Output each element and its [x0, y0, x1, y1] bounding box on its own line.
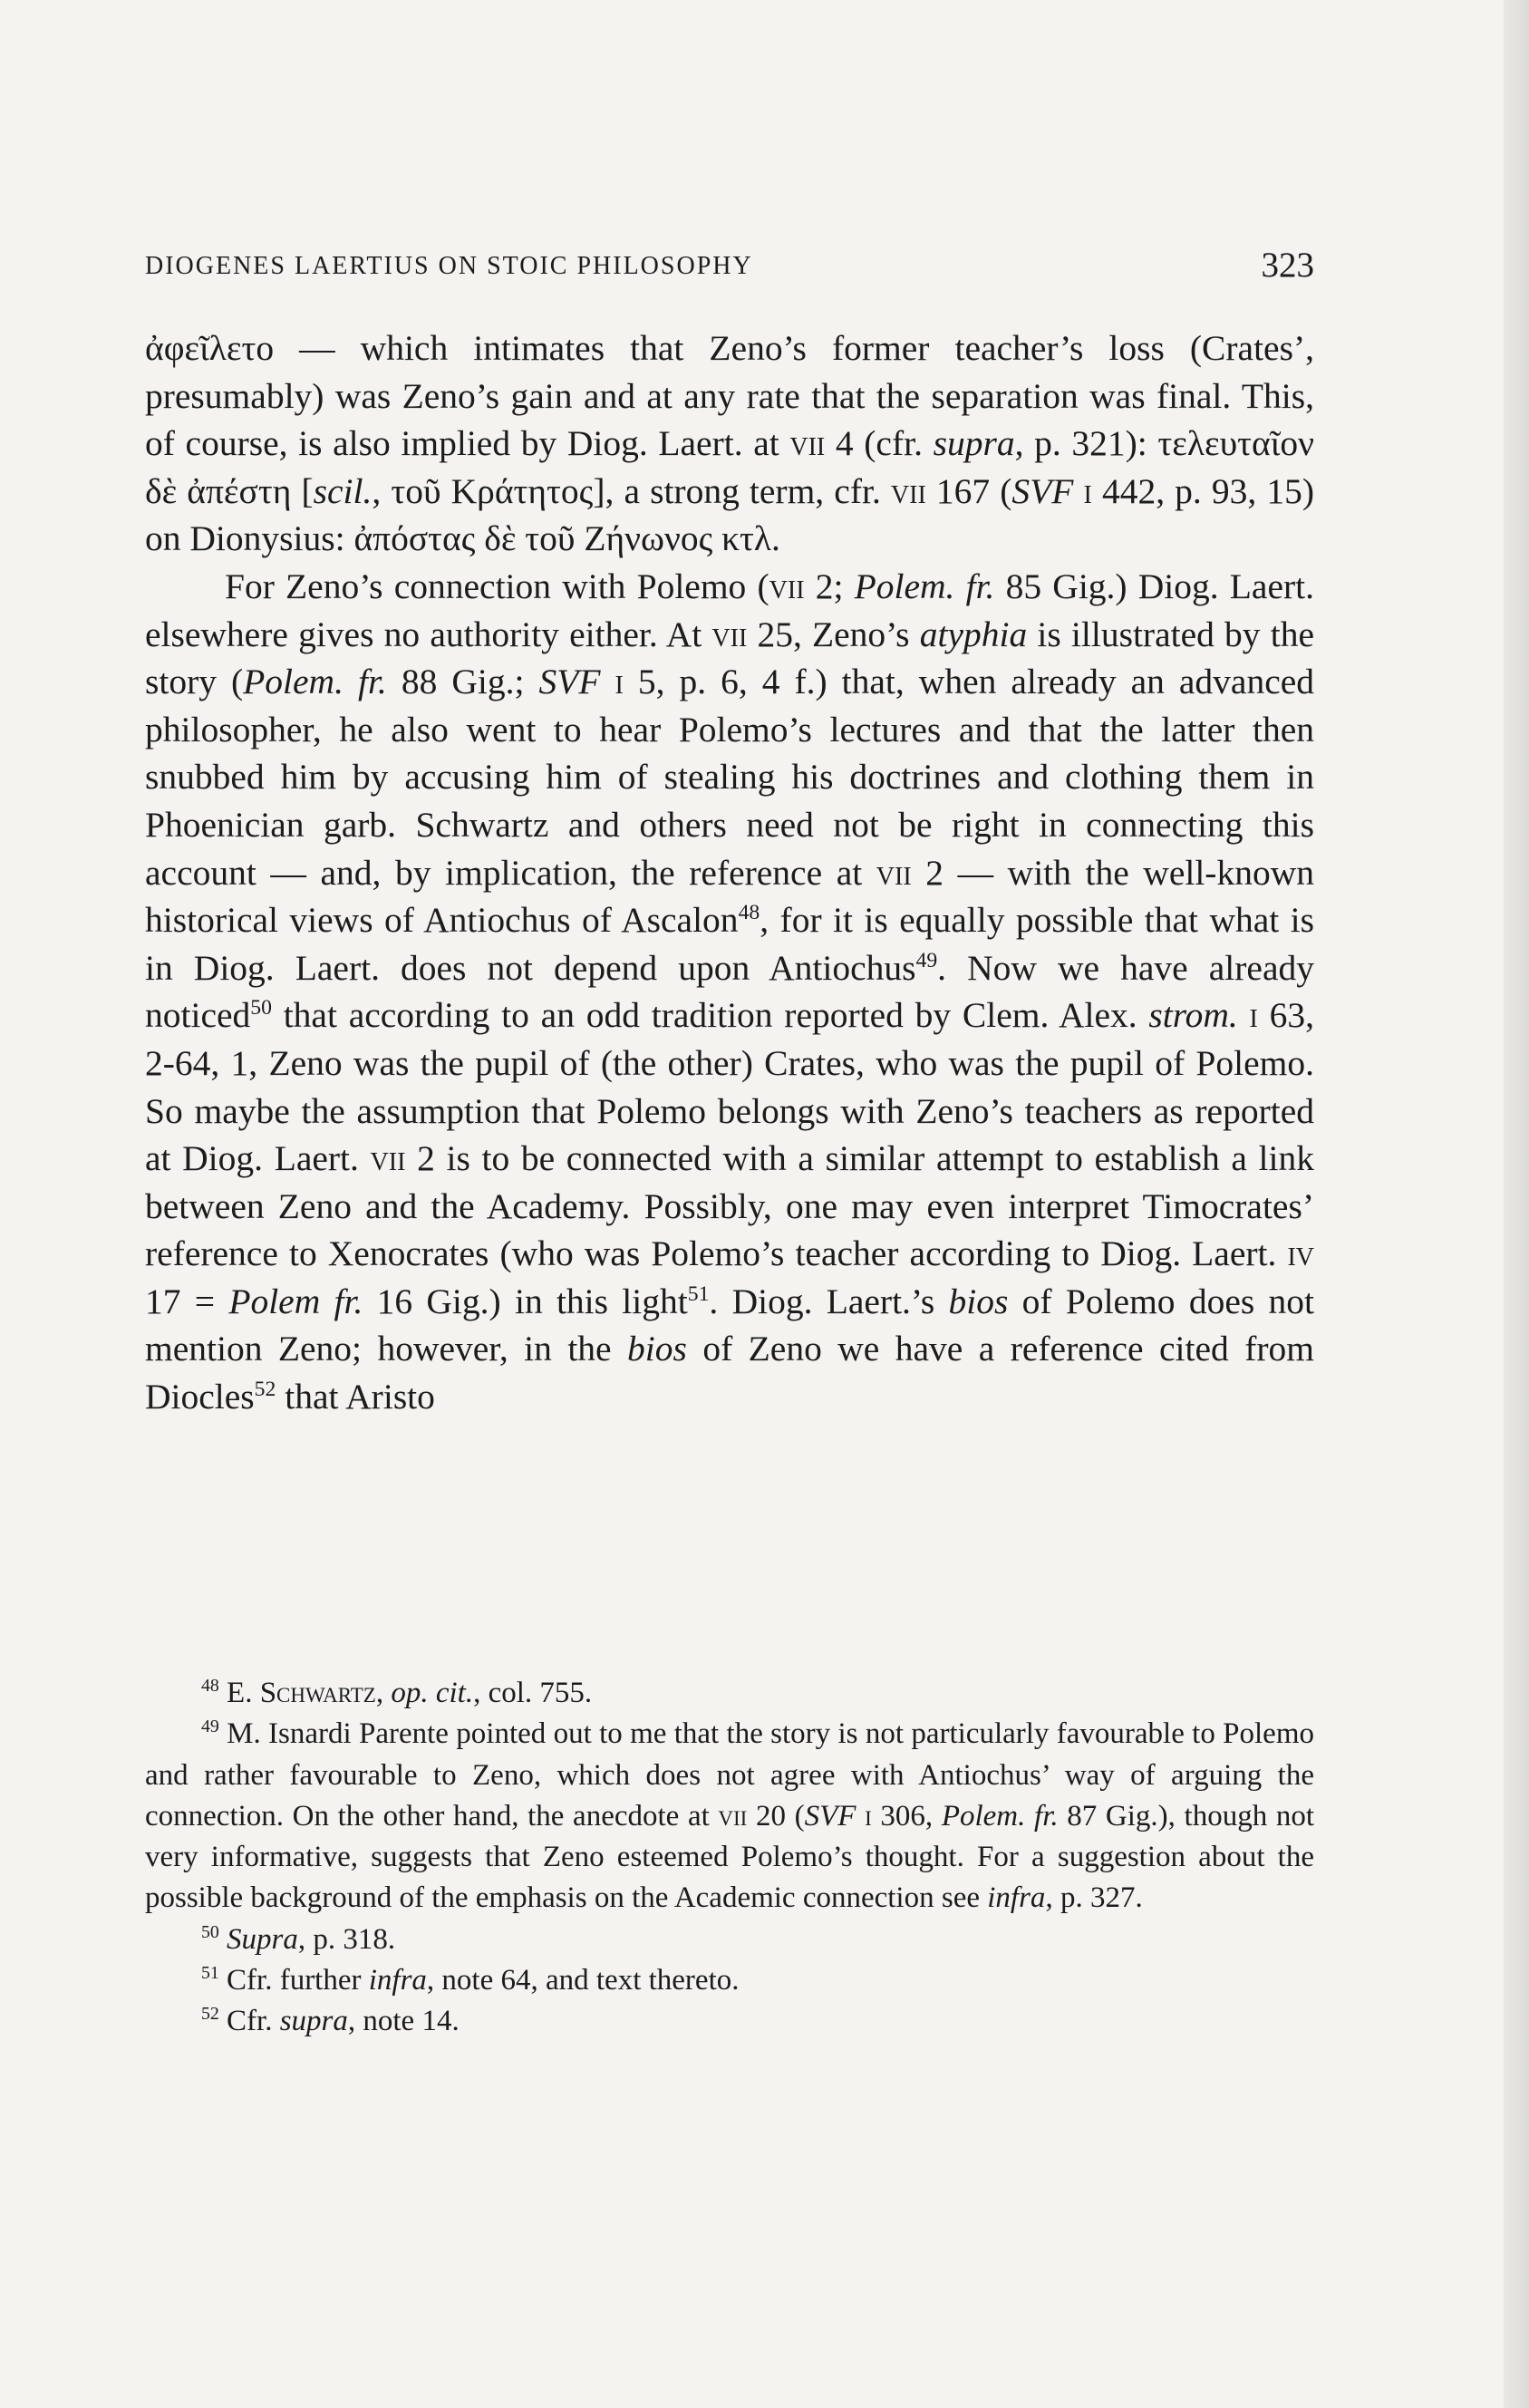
text-run: 2; — [804, 566, 855, 606]
italic-term: Supra — [227, 1922, 298, 1956]
text-run: 87 Gig.), though not very informative, suggests that Zeno esteemed Polemo’s thought. For a suggestion about the possible background of the emphasis on the Academic connection see — [145, 1799, 1315, 1915]
text-run: 88 Gig.; — [386, 662, 539, 702]
italic-term: Polem. fr. — [243, 662, 387, 702]
italic-term: strom. — [1148, 995, 1238, 1036]
text-run: 167 ( — [925, 470, 1012, 511]
italic-term: atyphia — [919, 614, 1028, 654]
italic-term: infra — [368, 1964, 427, 1997]
italic-term: Polem. fr. — [941, 1799, 1059, 1833]
running-head — [145, 245, 1314, 290]
text-run: , note 64, and text thereto. — [426, 1964, 740, 1997]
text-run: , p. 327. — [1045, 1881, 1143, 1915]
text-run: For Zeno’s connection with Polemo ( — [225, 566, 769, 606]
book-number: vii — [789, 423, 826, 464]
text-run: of Polemo does not mention Zeno; however, in the — [145, 1281, 1314, 1369]
book-number: vii — [718, 1799, 748, 1833]
italic-term: bios — [948, 1281, 1009, 1321]
footnote-number: 48 — [201, 1676, 219, 1696]
footnote-ref-48[interactable]: 48 — [738, 900, 760, 924]
italic-term: op. cit. — [391, 1677, 474, 1709]
footnote-52 — [145, 2001, 1314, 2042]
author-name: Schwartz — [259, 1677, 376, 1709]
text-run: ἀφεῖλετο — which intimates that Zeno’s former teacher’s loss (Crates’, presumably) was Zeno’s gain and at any rate that the separation was final. This, of course, is also implied by Diog. Laert. at — [145, 328, 1314, 464]
text-run: , p. 321): τελευταῖον δὲ ἀπέστη [ — [145, 423, 1314, 511]
footnotes — [145, 1673, 1314, 2043]
text-run: 25, Zeno’s — [747, 614, 920, 654]
paragraph-2 — [145, 563, 1314, 1421]
footnote-ref-51[interactable]: 51 — [687, 1281, 710, 1306]
text-run: 20 ( — [747, 1799, 805, 1833]
italic-term: Polem. fr. — [854, 566, 995, 606]
book-number: vii — [769, 566, 805, 606]
book-number: vii — [370, 1138, 406, 1179]
page-number: 323 — [1261, 246, 1314, 285]
book-number: vii — [876, 852, 912, 893]
text-run: 442, p. 93, 15) on Dionysius: ἀπόστας δὲ τοῦ Ζήνωνος κτλ. — [145, 470, 1315, 559]
footnote-51 — [145, 1960, 1314, 2001]
book-number: vii — [890, 470, 926, 511]
text-run: , col. 755. — [473, 1677, 593, 1709]
italic-term: SVF — [1011, 470, 1074, 511]
text-run: , τοῦ Κράτητος], a strong term, cfr. — [372, 470, 891, 511]
italic-term: scil. — [313, 470, 373, 511]
text-run: , — [375, 1677, 392, 1709]
main-text — [145, 324, 1314, 1421]
paragraph-1 — [145, 324, 1314, 563]
footnote-number: 52 — [201, 2004, 219, 2025]
text-run: 2 — with the well-known historical views of Antiochus of Ascalon — [145, 852, 1314, 941]
footnote-number: 49 — [201, 1717, 219, 1737]
text-run: , note 14. — [347, 2005, 460, 2038]
italic-term: supra — [933, 423, 1015, 464]
text-run: 2 is to be connected with a similar attempt to establish a link between Zeno and the Academy. Possibly, one may even interpret Timocrates’ reference to Xenocrates (who was Polemo’s teacher according to Diog. Laert. — [145, 1138, 1314, 1274]
footnote-ref-49[interactable]: 49 — [915, 948, 938, 972]
italic-term: bios — [627, 1329, 687, 1369]
text-run: , p. 318. — [297, 1922, 396, 1956]
text-run: 16 Gig.) in this light — [363, 1281, 688, 1321]
text-run: is illustrated by the story ( — [145, 614, 1314, 702]
italic-term: SVF — [804, 1799, 856, 1833]
italic-term: Polem fr. — [228, 1281, 363, 1321]
italic-term: infra — [987, 1881, 1046, 1915]
text-run: Cfr. further — [218, 1964, 369, 1997]
text-run: that according to an odd tradition reported by Clem. Alex. — [271, 995, 1149, 1036]
footnote-ref-52[interactable]: 52 — [254, 1377, 276, 1401]
book-number: i — [1083, 470, 1092, 511]
italic-term: SVF — [538, 662, 601, 702]
text-run: 85 Gig.) Diog. Laert. elsewhere gives no authority either. At — [145, 566, 1315, 654]
text-run: . Now we have already noticed — [145, 947, 1315, 1036]
book-number: vii — [711, 614, 748, 654]
footnote-50 — [145, 1920, 1314, 1960]
text-run: that Aristo — [276, 1377, 435, 1417]
footnote-number: 50 — [201, 1921, 219, 1942]
book-number: i — [865, 1799, 872, 1833]
book-number: i — [1249, 995, 1258, 1036]
text-run: 17 = — [145, 1281, 229, 1321]
book-number: iv — [1287, 1233, 1314, 1274]
italic-term: supra — [279, 2005, 348, 2038]
text-run: of Zeno we have a reference cited from Diocles — [145, 1329, 1314, 1417]
text-run: 5, p. 6, 4 f.) that, when already an advanced philosopher, he also went to hear Polemo’s lectures and that the latter then snubbed him by accusing him of stealing his doctrines and clothing them in Phoenician garb. Schwartz and others need not be right in connecting this account — and, by implication, the reference at — [145, 662, 1315, 893]
footnote-48 — [145, 1673, 1314, 1714]
text-run: . Diog. Laert.’s — [709, 1281, 949, 1321]
text-run: , for it is equally possible that what is in Diog. Laert. does not depend upon Antiochus — [145, 900, 1315, 988]
text-run: M. Isnardi Parente pointed out to me that the story is not particularly favourable to Polemo and rather favourable to Zeno, which does not agree with Antiochus’ way of arguing the connection. On the other hand, the anecdote at — [145, 1717, 1314, 1833]
footnote-number: 51 — [201, 1963, 219, 1984]
text-run: E. — [218, 1677, 260, 1709]
text-run: 306, — [871, 1799, 942, 1833]
page-edge-shadow — [1504, 0, 1529, 2408]
book-number: i — [615, 662, 624, 702]
footnote-49 — [145, 1714, 1314, 1919]
text-run: 63, 2-64, 1, Zeno was the pupil of (the other) Crates, who was the pupil of Polemo. So maybe the assumption that Polemo belongs with Zeno’s teachers as reported at Diog. Laert. — [145, 995, 1315, 1179]
text-run: Cfr. — [218, 2005, 280, 2038]
text-run: 4 (cfr. — [825, 423, 934, 464]
footnote-ref-50[interactable]: 50 — [250, 996, 272, 1020]
running-title: DIOGENES LAERTIUS ON STOIC PHILOSOPHY — [145, 252, 753, 280]
